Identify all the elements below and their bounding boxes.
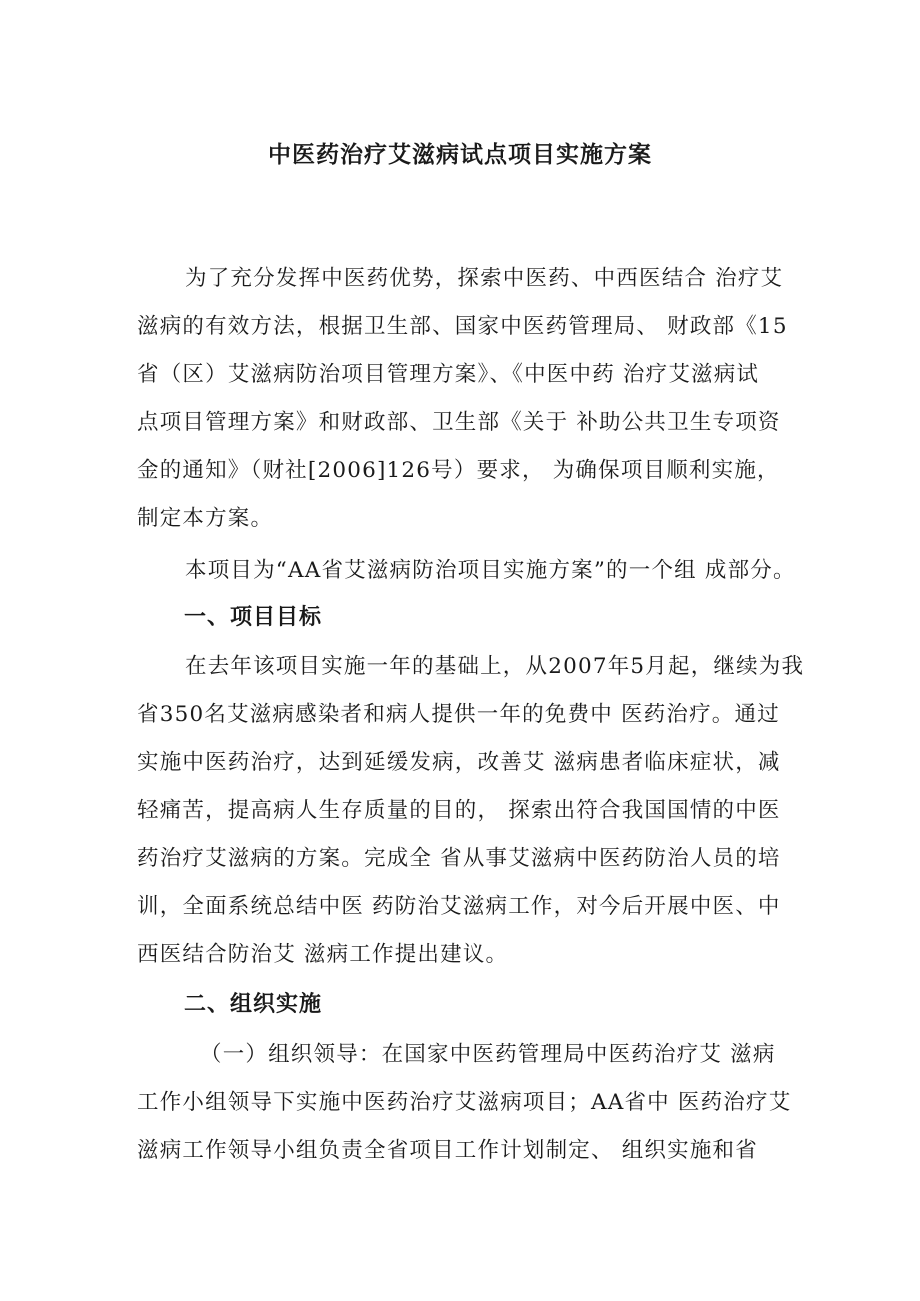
paragraph-line: 省（区）艾滋病防治项目管理方案》、《中医中药 治疗艾滋病试 xyxy=(137,362,760,387)
paragraph-line: 制定本方案。 xyxy=(137,506,274,531)
paragraph-line: （一）组织领导：在国家中医药管理局中医药治疗艾 滋病 xyxy=(200,1042,776,1067)
paragraph-line: 轻痛苦，提高病人生存质量的目的， 探索出符合我国国情的中医 xyxy=(137,798,781,823)
paragraph-line: 点项目管理方案》和财政部、卫生部《关于 补助公共卫生专项资 xyxy=(137,410,781,435)
section-heading: 一、项目目标 xyxy=(184,605,323,630)
paragraph-line: 工作小组领导下实施中医药治疗艾滋病项目；AA省中 医药治疗艾 xyxy=(137,1090,792,1115)
paragraph-line: 在去年该项目实施一年的基础上，从2007年5月起，继续为我 xyxy=(185,654,805,679)
paragraph-line: 金的通知》（财社[2006]126号）要求， 为确保项目顺利实施， xyxy=(137,458,780,483)
paragraph-line: 西医结合防治艾 滋病工作提出建议。 xyxy=(137,942,509,967)
paragraph-line: 滋病的有效方法，根据卫生部、国家中医药管理局、 财政部《15 xyxy=(137,314,788,339)
paragraph-line: 本项目为“AA省艾滋病防治项目实施方案”的一个组 成部分。 xyxy=(185,558,796,583)
paragraph-line: 为了充分发挥中医药优势，探索中医药、中西医结合 治疗艾 xyxy=(185,266,784,291)
paragraph-line: 省350名艾滋病感染者和病人提供一年的免费中 医药治疗。通过 xyxy=(137,702,780,727)
document-title: 中医药治疗艾滋病试点项目实施方案 xyxy=(268,142,652,168)
paragraph-line: 滋病工作领导小组负责全省项目工作计划制定、 组织实施和省 xyxy=(137,1138,758,1163)
paragraph-line: 训，全面系统总结中医 药防治艾滋病工作，对今后开展中医、中 xyxy=(137,894,781,919)
paragraph-line: 药治疗艾滋病的方案。完成全 省从事艾滋病中医药防治人员的培 xyxy=(137,846,781,871)
section-heading: 二、组织实施 xyxy=(184,992,323,1017)
paragraph-line: 实施中医药治疗，达到延缓发病，改善艾 滋病患者临床症状，减 xyxy=(137,750,781,775)
